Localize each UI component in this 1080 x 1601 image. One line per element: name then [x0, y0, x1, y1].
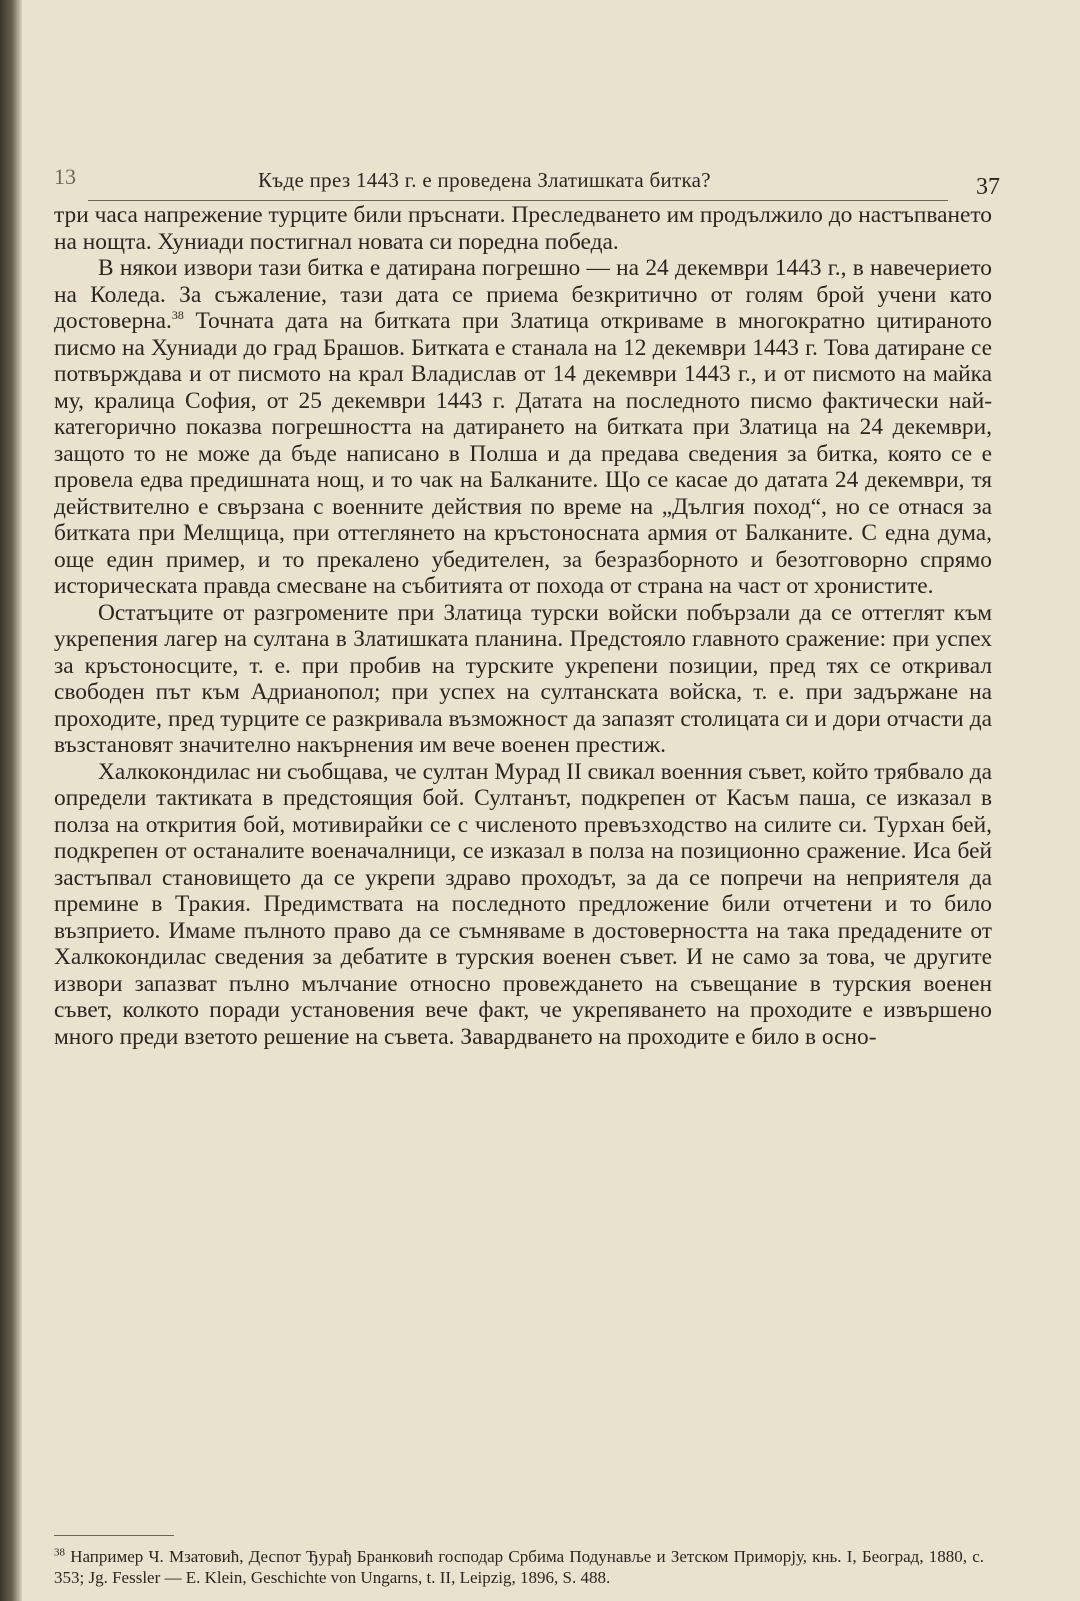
footnote-rule: [54, 1535, 174, 1536]
footnote-mark: 38: [54, 1546, 65, 1559]
header-rule: [88, 200, 948, 201]
paragraph-4: Халкокондилас ни съобщава, че султан Мурад II свикал военния съвет, който трябвало да определи тактиката в предстоящия бой. Султанът, подкрепен от Касъм паша, се изказал в полза на открития бой, мотивирайки се с численото превъзходство на силите си. Турхан бей, подкрепен от останалите военачалници, се изказал в полза на позиционно сражение. Иса бей застъпвал становището да се укрепи здраво проходът, за да се попречи на неприятеля да премине в Тракия. Предимствата на последното предложение били отчетени и то било възприето. Имаме пълното право да се съмняваме в достоверността на така предадените от Халкокондилас сведения за дебатите в турския военен съвет. И не само за това, че другите извори запазват пълно мълчание относно провеждането на съвещание в турския военен съвет, колкото поради установения вече факт, че укрепяването на проходите е извършено много преди взетото решение на съвета. Завардването на проходите е било в осно-: [54, 758, 992, 1050]
page-number-left: 13: [54, 164, 76, 189]
paragraph-1: три часа напрежение турците били пръснати. Преследването им продължило до настъпването на нощта. Хуниади постигнал новата си поредна победа.: [54, 202, 992, 255]
paragraph-2-part-b: Точната дата на битката при Златица откриваме в многократно цитираното писмо на Хуниади до град Брашов. Битката е станала на 12 декември 1443 г. Това датиране се потвърждава и от писмото на крал Владислав от 14 декември 1443 г., и от писмото на майка му, кралица София, от 25 декември 1443 г. Датата на последното писмо фактически най-категорично показва погрешността на датирането на битката при Златица на 24 декември, защото то не може да бъде написано в Полша и да предава сведения за битка, която се е провела едва предишната нощ, и то чак на Балканите. Що се касае до датата 24 декември, тя действително е свързана с военните действия по време на „Дългия поход“, но се отнася за битката при Мелщица, при оттеглянето на кръстоносната армия от Балканите. С една дума, още един пример, и то прекалено убедителен, за безразборното и безотговорно спрямо историческата правда смесване на събитията от похода от страна на част от хронистите.: [54, 308, 992, 599]
footnote-reference: 38: [171, 308, 184, 323]
paragraph-3: Остатъците от разгромените при Златица турски войски побързали да се оттеглят към укрепения лагер на султана в Златишката планина. Предстояло главното сражение: при успех за кръстоносците, т. е. при пробив на турските укрепени позиции, пред тях се откривал свободен път към Адрианопол; при успех на султанската войска, т. е. при задържане на проходите, пред турците се разкривала възможност да запазят столицата си и дори отчасти да възстановят значително накърнения им вече военен престиж.: [54, 599, 992, 758]
running-title: Къде през 1443 г. е проведена Златишката битка?: [258, 168, 711, 192]
running-header: [48, 158, 1000, 200]
page-number: 37: [976, 174, 1000, 200]
paragraph-2-part-a: В някои извори тази битка е датирана погрешно — на 24 декември 1443 г., в навечерието на Коледа. За съжаление, тази дата се приема безкритично от голям брой учени като достоверна.: [54, 255, 992, 334]
body-text: [54, 202, 992, 1050]
footnote-text: Например Ч. Мзатовић, Деспот Ђурађ Бранковић господар Србима Подунавље и Зетском Приморју, кнь. I, Београд, 1880, с. 353; Jg. Fessler — E. Klein, Geschichte von Ungarns, t. II, Leipzig, 1896, S. 488.: [54, 1547, 984, 1587]
book-spine-shadow: [0, 0, 22, 1601]
paragraph-2: [54, 255, 992, 600]
book-page: [48, 158, 1000, 1050]
footnote: [54, 1546, 984, 1588]
